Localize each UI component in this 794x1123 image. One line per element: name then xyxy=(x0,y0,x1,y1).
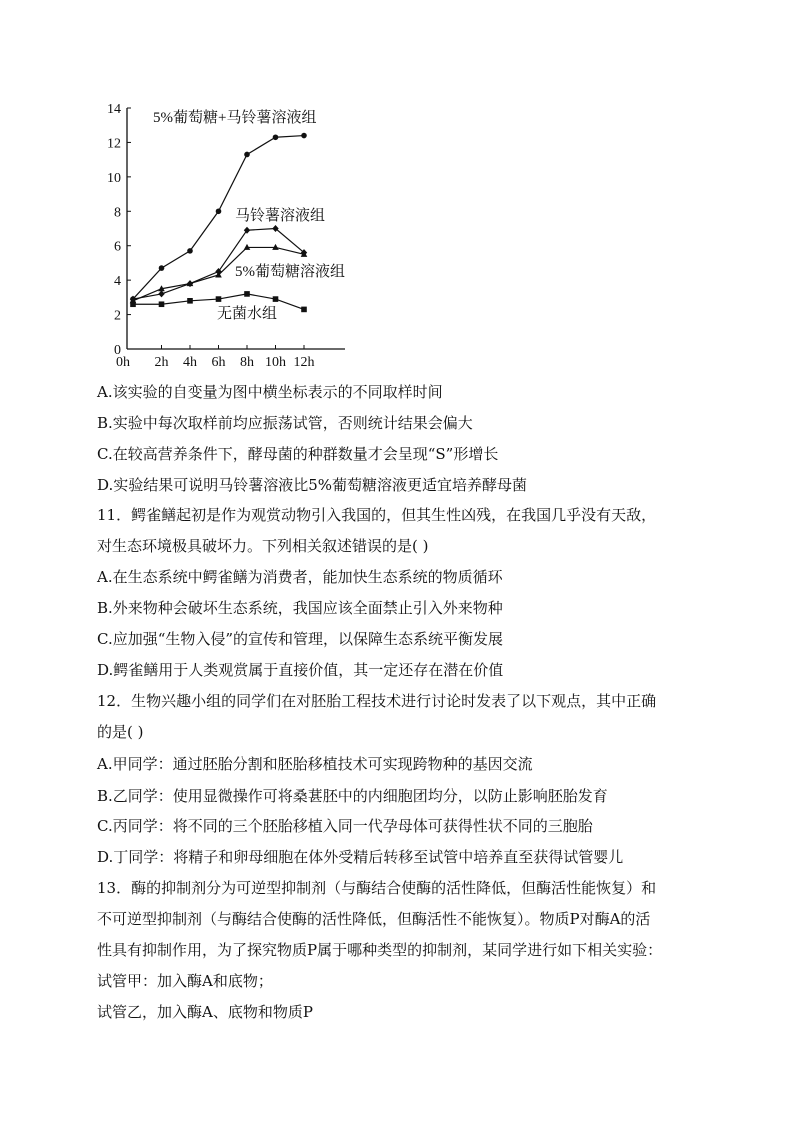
data-point xyxy=(187,298,193,304)
text-line: 试管甲：加入酶A和底物； xyxy=(97,972,273,990)
x-tick-label: 6h xyxy=(211,355,226,370)
text-line: A.该实验的自变量为图中横坐标表示的不同取样时间 xyxy=(97,383,443,401)
y-tick-label: 10 xyxy=(107,170,121,186)
text-line: B.实验中每次取样前均应振荡试管，否则统计结果会偏大 xyxy=(97,414,473,432)
data-point xyxy=(273,134,279,140)
data-point xyxy=(216,296,222,302)
x-tick-label: 10h xyxy=(265,355,286,370)
series-label: 马铃薯溶液组 xyxy=(235,208,326,224)
text-line: 试管乙，加入酶A、底物和物质P xyxy=(97,1003,313,1021)
data-point xyxy=(273,296,279,302)
text-line: C.应加强“生物入侵”的宣传和管理，以保障生态系统平衡发展 xyxy=(97,630,504,648)
y-tick-label: 6 xyxy=(114,239,121,255)
y-tick-label: 4 xyxy=(114,274,121,290)
text-line: A.在生态系统中鳄雀鳝为消费者，能加快生态系统的物质循环 xyxy=(97,568,503,586)
text-line: B.乙同学：使用显微操作可将桑葚胚中的内细胞团均分，以防止影响胚胎发育 xyxy=(97,787,608,805)
chart-axes xyxy=(107,102,345,370)
text-line: C.在较高营养条件下，酵母菌的种群数量才会呈现“S”形增长 xyxy=(97,445,499,463)
y-tick-label: 12 xyxy=(107,136,121,152)
text-line: A.甲同学：通过胚胎分割和胚胎移植技术可实现跨物种的基因交流 xyxy=(97,755,533,773)
data-point xyxy=(158,290,164,297)
text-line: C.丙同学：将不同的三个胚胎移植入同一代孕母体可获得性状不同的三胞胎 xyxy=(97,817,593,835)
text-line: D.实验结果可说明马铃薯溶液比5%葡萄糖溶液更适宜培养酵母菌 xyxy=(97,476,528,494)
y-tick-label: 14 xyxy=(107,102,121,117)
chart-series-labels xyxy=(153,108,345,322)
text-line: B.外来物种会破坏生态系统，我国应该全面禁止引入外来物种 xyxy=(97,599,503,617)
data-point xyxy=(301,307,307,313)
text-line: 12．生物兴趣小组的同学们在对胚胎工程技术进行讨论时发表了以下观点，其中正确 xyxy=(97,692,657,710)
data-point xyxy=(244,152,250,158)
data-point xyxy=(187,248,193,254)
series-label: 5%葡萄糖溶液组 xyxy=(235,264,345,280)
series-label: 5%葡萄糖+马铃薯溶液组 xyxy=(153,110,317,126)
y-tick-label: 2 xyxy=(114,308,121,324)
text-line: 13．酶的抑制剂分为可逆型抑制剂（与酶结合使酶的活性降低，但酶活性能恢复）和 xyxy=(97,879,657,897)
y-tick-label: 0 xyxy=(114,343,121,358)
text-line: 性具有抑制作用，为了探究物质P属于哪种类型的抑制剂，某同学进行如下相关实验： xyxy=(97,941,663,959)
data-point xyxy=(159,265,165,271)
x-tick-label: 4h xyxy=(183,355,197,370)
text-line: D.丁同学：将精子和卵母细胞在体外受精后转移至试管中培养直至获得试管婴儿 xyxy=(97,848,624,866)
data-point xyxy=(130,301,136,307)
text-line: 11．鳄雀鳝起初是作为观赏动物引入我国的，但其生性凶残，在我国几乎没有天敌， xyxy=(97,506,657,524)
x-tick-label: 8h xyxy=(240,355,254,370)
line-chart xyxy=(105,95,365,370)
text-line: 不可逆型抑制剂（与酶结合使酶的活性降低，但酶活性不能恢复）。物质P对酶A的活 xyxy=(97,910,651,928)
x-tick-label: 12h xyxy=(293,355,315,370)
text-line: 对生态环境极具破坏力。下列相关叙述错误的是( ) xyxy=(97,537,429,555)
text-line: D.鳄雀鳝用于人类观赏属于直接价值，其一定还存在潜在价值 xyxy=(97,661,504,679)
x-tick-label: 0h xyxy=(116,355,130,370)
text-line: 的是( ) xyxy=(97,723,144,741)
data-point xyxy=(159,301,165,307)
data-point xyxy=(216,208,222,214)
data-point xyxy=(301,133,307,139)
data-point xyxy=(244,291,250,297)
y-tick-label: 8 xyxy=(114,205,121,221)
x-tick-label: 2h xyxy=(154,355,169,370)
series-label: 无菌水组 xyxy=(217,306,278,322)
